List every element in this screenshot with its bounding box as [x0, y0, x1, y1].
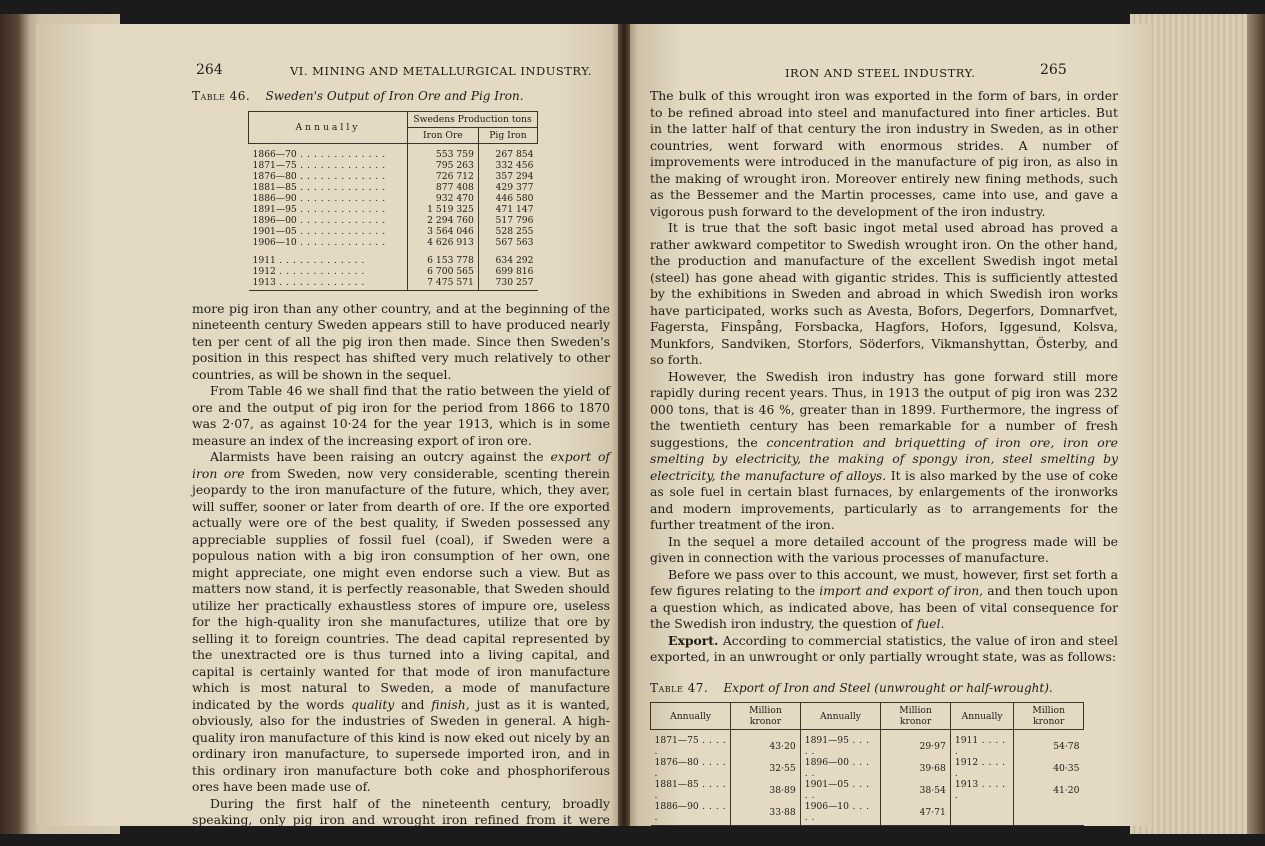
- period-cell: 1881—85 . . .: [249, 182, 408, 193]
- table-46-header-ore: Iron Ore: [408, 127, 479, 143]
- value-cell: 38·54: [881, 779, 951, 801]
- table-46-caption: [192, 88, 610, 105]
- table-47-header-annually-3: Annually: [950, 703, 1014, 730]
- table-row: [249, 277, 538, 291]
- pig-cell: 357 294: [478, 171, 537, 182]
- period-cell: 1912 . . .: [249, 266, 408, 277]
- value-cell: 40·35: [1014, 757, 1084, 779]
- pig-cell: 517 796: [478, 215, 537, 226]
- running-head-right: IRON AND STEEL INDUSTRY.: [785, 66, 976, 80]
- table-row: [249, 193, 538, 204]
- book-gutter: [618, 24, 630, 826]
- table-row: [249, 248, 538, 266]
- left-page-body: [192, 88, 610, 845]
- value-cell: 38·89: [731, 779, 801, 801]
- paragraph: more pig iron than any other country, and at the beginning of the nineteenth century Sweden appears still to have produced nearly ten per cent of all the pig iron then made. Since then Sweden's position in this respect has shifted very much relatively to other countries, as will be shown in the sequel.: [192, 300, 610, 382]
- paragraph: It is true that the soft basic ingot metal used abroad has proved a rather awkward competitor to Swedish wrought iron. On the other hand, the production and manufacture of the excellent Swedish ingot metal (steel) has gone ahead with gigantic strides. This is sufficiently attested by the exhibitions in Sweden and abroad in which Swedish iron works have participated, works such as Avesta, Bofors, Degerfors, Domnarfvet, Fagersta, Finspång, Forsbacka, Hagfors, Hofors, Iggesund, Kolsva, Munkfors, Sandviken, Storfors, Söderfors, Vikmanshyttan, Österby, and so forth.: [650, 220, 1118, 367]
- period-cell: 1886—90 . . .: [249, 193, 408, 204]
- period-cell: 1896—00 . . .: [249, 215, 408, 226]
- table-row: [249, 237, 538, 248]
- paragraph: From Table 46 we shall find that the ratio between the yield of ore and the output of pig iron for the period from 1866 to 1870 was 2·07, as against 10·24 for the year 1913, which is in some measure an index of the increasing export of iron ore.: [192, 383, 610, 448]
- table-row: [651, 801, 1084, 826]
- period-cell: 1876—80 . . .: [651, 757, 731, 779]
- pig-cell: 528 255: [478, 226, 537, 237]
- period-cell: 1871—75 . . .: [651, 730, 731, 758]
- running-head-left: VI. MINING AND METALLURGICAL INDUSTRY.: [290, 64, 593, 78]
- value-cell: [1014, 801, 1084, 826]
- period-cell: 1913 . . .: [950, 779, 1014, 801]
- paragraph: The bulk of this wrought iron was exported in the form of bars, in order to be refined abroad into steel and manufactured into finer articles. But in the latter half of that century the iron industry in Sweden, as in other countries, went forward with enormous strides. A number of improvements were introduced in the manufacture of pig iron, as also in the making of wrought iron. Moreover entirely new fining methods, such as the Bessemer and the Martin processes, came into use, and gave a vigorous push forward to the development of the iron industry.: [650, 88, 1118, 219]
- paragraph: Alarmists have been raising an outcry against the export of iron ore from Sweden, now very considerable, scenting therein jeopardy to the iron manufacture of the future, which, they aver, will suffer, sooner or later from dearth of ore. If the ore exported actually were ore of the best quality, if Sweden possessed any appreciable supplies of fossil fuel (coal), if Sweden were a populous nation with a big iron consumption of her own, one might appreciate, one might even endorse such a view. But as matters now stand, it is perfectly reasonable, that Sweden should utilize her practically exhaustless stores of impure ore, useless for the high-quality iron she manufactures, utilize that ore by selling it to foreign countries. The dead capital represented by the unextracted ore is thus turned into a living capital, and capital is certainly wanted for that mode of iron manufacture which is most natural to Sweden, a mode of manufacture indicated by the words quality and finish, just as it is wanted, obviously, also for the industries of Sweden in general. A high-quality iron manufacture of this kind is now eked out nicely by an ordinary iron manufacture, to supersede imported iron, and in this ordinary iron manufacture both coke and phosphoriferous ores have been made use of.: [192, 449, 610, 794]
- pig-cell: 634 292: [478, 248, 537, 266]
- period-cell: 1886—90 . . .: [651, 801, 731, 826]
- table-47-header-million-1: Million kronor: [731, 703, 801, 730]
- period-cell: 1911 . . .: [950, 730, 1014, 758]
- pig-cell: 730 257: [478, 277, 537, 291]
- table-47-header-annually-1: Annually: [651, 703, 731, 730]
- ore-cell: 1 519 325: [408, 204, 479, 215]
- table-47-caption: [650, 680, 1118, 697]
- table-46-header-annually: Annually: [249, 111, 408, 143]
- value-cell: 41·20: [1014, 779, 1084, 801]
- table-row: [249, 171, 538, 182]
- period-cell: 1906—10 . . .: [249, 237, 408, 248]
- pig-cell: 429 377: [478, 182, 537, 193]
- right-page-body: [650, 88, 1118, 826]
- ore-cell: 795 263: [408, 160, 479, 171]
- period-cell: 1871—75 . . .: [249, 160, 408, 171]
- pig-cell: 699 816: [478, 266, 537, 277]
- paragraph: Export. According to commercial statistics, the value of iron and steel exported, in an unwrought or only partially wrought state, was as follows:: [650, 632, 1118, 664]
- value-cell: 29·97: [881, 730, 951, 758]
- value-cell: 47·71: [881, 801, 951, 826]
- table-47-header-million-3: Million kronor: [1014, 703, 1084, 730]
- table-47-title: Export of Iron and Steel (unwrought or half-wrought).: [723, 680, 1053, 695]
- ore-cell: 7 475 571: [408, 277, 479, 291]
- period-cell: 1901—05 . . .: [249, 226, 408, 237]
- period-cell: 1891—95 . . .: [800, 730, 881, 758]
- table-row: [249, 266, 538, 277]
- table-row: [249, 226, 538, 237]
- table-46-header-group: Swedens Production tons: [408, 111, 538, 127]
- ore-cell: 932 470: [408, 193, 479, 204]
- ore-cell: 6 700 565: [408, 266, 479, 277]
- period-cell: 1891—95 . . .: [249, 204, 408, 215]
- value-cell: 32·55: [731, 757, 801, 779]
- table-47-header-million-2: Million kronor: [881, 703, 951, 730]
- value-cell: 43·20: [731, 730, 801, 758]
- period-cell: 1881—85 . . .: [651, 779, 731, 801]
- ore-cell: 553 759: [408, 143, 479, 160]
- ore-cell: 3 564 046: [408, 226, 479, 237]
- table-row: [249, 160, 538, 171]
- page-number-left: 264: [196, 62, 223, 78]
- table-row: [249, 182, 538, 193]
- page-number-right: 265: [1040, 62, 1067, 78]
- pig-cell: 567 563: [478, 237, 537, 248]
- table-46-title: Sweden's Output of Iron Ore and Pig Iron.: [265, 89, 524, 103]
- table-row: [651, 779, 1084, 801]
- table-row: [651, 757, 1084, 779]
- ore-cell: 726 712: [408, 171, 479, 182]
- ore-cell: 6 153 778: [408, 248, 479, 266]
- paragraph: Before we pass over to this account, we must, however, first set forth a few figures relating to the import and export of iron, and then touch upon a question which, as indicated above, has been of vital consequence for the Swedish iron industry, the question of fuel.: [650, 566, 1118, 631]
- table-46-label: Table 46.: [192, 89, 251, 103]
- pig-cell: 446 580: [478, 193, 537, 204]
- table-47-header-annually-2: Annually: [800, 703, 881, 730]
- value-cell: 33·88: [731, 801, 801, 826]
- period-cell: 1876—80 . . .: [249, 171, 408, 182]
- period-cell: 1866—70 . . .: [249, 143, 408, 160]
- period-cell: 1906—10 . . .: [800, 801, 881, 826]
- period-cell: 1913 . . .: [249, 277, 408, 291]
- table-47: [650, 702, 1084, 826]
- period-cell: 1901—05 . . .: [800, 779, 881, 801]
- pig-cell: 332 456: [478, 160, 537, 171]
- table-row: [249, 204, 538, 215]
- ore-cell: 2 294 760: [408, 215, 479, 226]
- table-46-header-pig: Pig Iron: [478, 127, 537, 143]
- period-cell: [950, 801, 1014, 826]
- pig-cell: 267 854: [478, 143, 537, 160]
- period-cell: 1896—00 . . .: [800, 757, 881, 779]
- table-46: [248, 111, 538, 291]
- paragraph: During the first half of the nineteenth century, broadly speaking, only pig iron and wrought iron refined from it were produced in Sweden.: [192, 795, 610, 844]
- table-row: [651, 730, 1084, 758]
- ore-cell: 4 626 913: [408, 237, 479, 248]
- ore-cell: 877 408: [408, 182, 479, 193]
- value-cell: 39·68: [881, 757, 951, 779]
- table-row: [249, 143, 538, 160]
- value-cell: 54·78: [1014, 730, 1084, 758]
- period-cell: 1912 . . .: [950, 757, 1014, 779]
- period-cell: 1911 . . .: [249, 248, 408, 266]
- table-47-label: Table 47.: [650, 680, 709, 695]
- pig-cell: 471 147: [478, 204, 537, 215]
- paragraph: In the sequel a more detailed account of the progress made will be given in connection with the various processes of manufacture.: [650, 533, 1118, 565]
- paragraph: However, the Swedish iron industry has gone forward still more rapidly during recent years. Thus, in 1913 the output of pig iron was 232 000 tons, that is 46 %, greater than in 1899. Furthermore, the ingress of the twentieth century has been remarkable for a number of fresh suggestions, the concentration and briquetting of iron ore, iron ore smelting by electricity, the making of spongy iron, steel smelting by electricity, the manufacture of alloys. It is also marked by the use of coke as sole fuel in certain blast furnaces, by enlargements of the ironworks and modern improvements, particularly as to arrangements for the further treatment of the iron.: [650, 368, 1118, 532]
- table-row: [249, 215, 538, 226]
